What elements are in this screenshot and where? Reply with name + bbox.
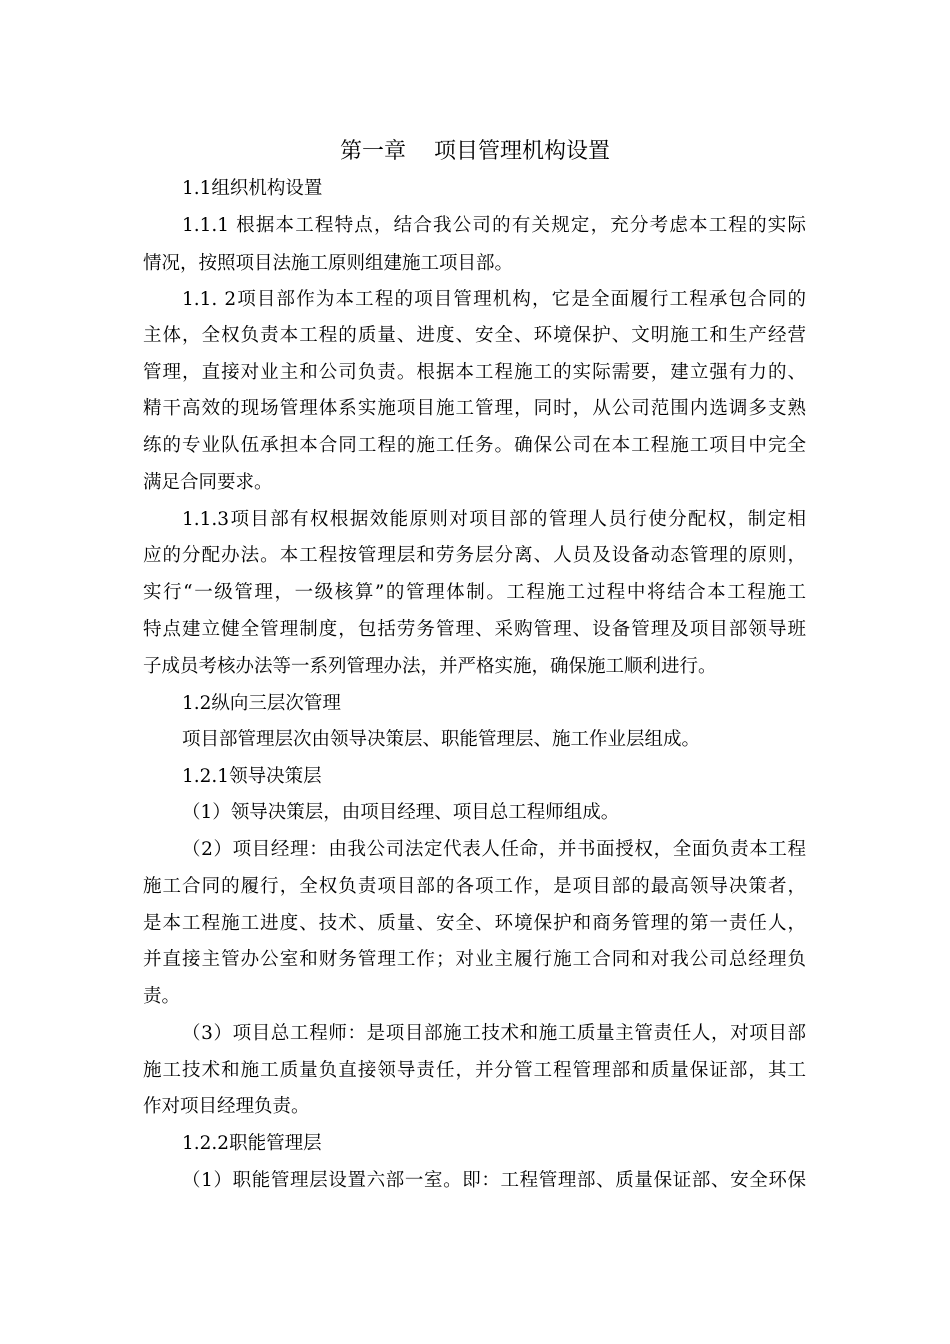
paragraph-line: 情况，按照项目法施工原则组建施工项目部。 [143,253,514,274]
paragraph-line: 子成员考核办法等一系列管理办法，并严格实施，确保施工顺利进行。 [143,656,717,677]
list-item: （2）项目经理：由我公司法定代表人任命，并书面授权，全面负责本工程 [182,839,806,860]
list-item: （1）领导决策层，由项目经理、项目总工程师组成。 [182,802,620,823]
list-item: （1）职能管理层设置六部一室。即：工程管理部、质量保证部、安全环保 [182,1170,806,1191]
paragraph-line: 精干高效的现场管理体系实施项目施工管理，同时，从公司范围内选调多支熟 [143,398,806,419]
paragraph-line: 实行“一级管理，一级核算”的管理体制。工程施工过程中将结合本工程施工 [143,582,806,603]
paragraph-line: 施工合同的履行，全权负责项目部的各项工作，是项目部的最高领导决策者， [143,876,806,897]
paragraph-line: 满足合同要求。 [143,472,273,493]
section-heading: 1.1组织机构设置 [182,178,323,199]
paragraph-line: 是本工程施工进度、技术、质量、安全、环境保护和商务管理的第一责任人， [143,913,806,934]
subsection-heading: 1.2.2职能管理层 [182,1133,322,1154]
paragraph-line: 1.1.3项目部有权根据效能原则对项目部的管理人员行使分配权，制定相 [182,509,806,530]
paragraph-line: 练的专业队伍承担本合同工程的施工任务。确保公司在本工程施工项目中完全 [143,435,806,456]
paragraph-line: 应的分配办法。本工程按管理层和劳务层分离、人员及设备动态管理的原则， [143,545,806,566]
paragraph-line: 作对项目经理负责。 [143,1096,310,1117]
subsection-heading: 1.2.1领导决策层 [182,766,322,787]
list-item: （3）项目总工程师：是项目部施工技术和施工质量主管责任人，对项目部 [182,1023,806,1044]
paragraph-line: 1.1.1 根据本工程特点，结合我公司的有关规定，充分考虑本工程的实际 [182,215,806,236]
chapter-title: 第一章 项目管理机构设置 [340,139,610,164]
paragraph-line: 责。 [143,986,181,1007]
paragraph-line: 1.1. 2项目部作为本工程的项目管理机构，它是全面履行工程承包合同的 [182,289,806,310]
paragraph-line: 特点建立健全管理制度，包括劳务管理、采购管理、设备管理及项目部领导班 [143,619,806,640]
paragraph-line: 主体，全权负责本工程的质量、进度、安全、环境保护、文明施工和生产经营 [143,325,806,346]
paragraph-line: 施工技术和施工质量负直接领导责任，并分管工程管理部和质量保证部，其工 [143,1060,806,1081]
paragraph-line: 并直接主管办公室和财务管理工作；对业主履行施工合同和对我公司总经理负 [143,949,806,970]
paragraph-line: 管理，直接对业主和公司负责。根据本工程施工的实际需要，建立强有力的、 [143,362,806,383]
paragraph-line: 项目部管理层次由领导决策层、职能管理层、施工作业层组成。 [182,729,701,750]
section-heading: 1.2纵向三层次管理 [182,693,341,714]
